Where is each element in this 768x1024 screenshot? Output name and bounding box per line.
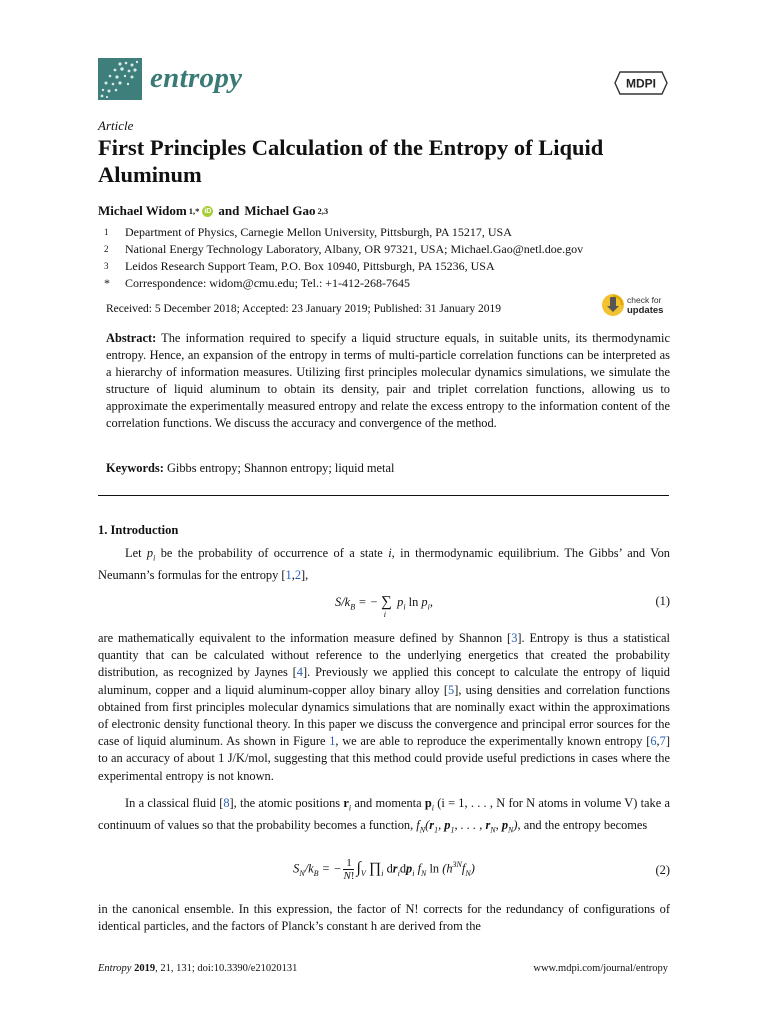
check-for-updates-button[interactable] [600,291,672,319]
keywords [106,461,394,476]
check-for-updates-line1: check for [627,295,662,305]
journal-logo [98,58,142,100]
page-title: First Principles Calculation of the Entropy of Liquid Aluminum [98,135,604,187]
publisher-logo [614,70,668,96]
citation-link[interactable]: 1 [285,567,292,582]
equation-expression: $S/k_B$ = − $\sum_i$ $p_i$ $\ln p_i$, [335,594,433,620]
section-heading: 1. Introduction [98,523,179,537]
check-for-updates-line2: updates [627,305,664,316]
affiliation-text: National Energy Technology Laboratory, Albany, OR 97321, USA; Michael.Gao@netl.doe.gov [125,242,584,256]
paragraph-text: , we are able to reproduce the experimentally known entropy [ [335,734,651,749]
affiliation-row [104,275,583,292]
paragraph-text: be the probability of occurrence of a state [155,546,389,560]
check-for-updates-badge [600,291,672,319]
author-name[interactable]: Michael Gao [244,203,316,218]
article-type: Article [98,118,134,133]
affiliation-mark: * [104,276,110,290]
paragraph: Let $p_i$ be the probability of occurrence of a state i, in thermodynamic equilibrium. The Gibbs’ and Von Neumann’s formulas for the entropy [1,2], [98,546,670,582]
equation-1 [98,590,670,624]
journal-name: entropy [150,62,243,94]
paragraph-text: ]. Entropy is thus a statistical quantity that can be calculated without reference to the underlying energetics that created the probability distribution, as recognized by Jaynes [ [98,631,670,680]
paragraph-text: In a classical fluid [ [125,796,224,810]
footer-doi: , 21, 131; doi:10.3390/e21020131 [155,963,298,974]
equation-expression: $S_N/k_B$ = − $\frac{1}{N!}$ $\int_V$ $\prod_i$ $dr_idp_i$ $f_N$ $\ln (h^{3N}f_N)$ [293,857,475,882]
paragraph: In a classical fluid [8], the atomic positions $r_i$ and momenta $p_i$ (i = 1, . . . , N for N atoms in volume V) take a continuum of values so that the probability becomes a function, $f_N(r_1$, $p_1$, . . . , $r_N$, $p_N$), and the entropy becomes [98,796,670,835]
paragraph: in the canonical ensemble. In this expression, the factor of N! corrects for the redundancy of configurations of identical particles, and the factors of Planck’s constant h are derived from the [98,902,670,934]
paragraph-text: ], using densities and correlation functions obtained from first principles molecular dynamics simulations that are nominally exact within the approximations of electronic density functional theory. In this paper we discuss the convergence and principal error sources for the case of liquid aluminum. As shown in Figure [98,682,671,749]
author-affiliation-marks: 2,3 [317,206,329,216]
publication-dates: Received: 5 December 2018; Accepted: 23 January 2019; Published: 31 January 2019 [106,303,502,315]
footer-citation [98,963,297,974]
footer-year: 2019 [134,963,156,974]
citation-link[interactable]: 4 [296,665,303,680]
affiliations [104,224,583,292]
paragraph-text: are mathematically equivalent to the information measure defined by Shannon [ [98,631,512,645]
abstract-text: The information required to specify a liquid structure equals, in suitable units, its thermodynamic entropy. Hence, an expansion of the entropy in terms of multi-particle correlation functions can be interpreted as a hierarchy of information measures. Utilizing first principles molecular dynamics simulations, we simulate the structure of liquid aluminum to obtain its density, pair and triplet correlation functions, allowing us to approximate the experimentally measured entropy and relate the excess entropy to the information content of the correlation functions. We discuss the accuracy and convergence of the method. [106,331,670,431]
footer-url[interactable]: www.mdpi.com/journal/entropy [533,963,668,974]
paragraph-text: , and the entropy becomes [517,817,648,832]
paragraph-text: ]. Previously we applied this concept to calculate the entropy of liquid aluminum, copper and a liquid aluminum-copper alloy binary alloy [ [98,665,670,697]
figure-link[interactable]: 1 [329,734,336,749]
math-symbol: p [424,796,432,810]
keywords-text: Gibbs entropy; Shannon entropy; liquid metal [166,461,395,475]
affiliation-row [104,258,583,275]
footer-journal: Entropy [98,963,132,974]
equation-number: (2) [655,863,670,877]
publisher-name: MDPI [626,76,656,91]
keywords-label: Keywords: [106,461,164,475]
math-symbol: $p_i$ [146,546,156,563]
math-expression: $f_N(r_1$, $p_1$, . . . , $r_N$, $p_N$) [416,817,518,835]
orcid-icon[interactable]: iD [204,207,212,215]
paragraph: are mathematically equivalent to the information measure defined by Shannon [3]. Entropy is thus a statistical quantity that can be calculated without reference to the underlying energetics that created the probability distribution, as recognized by Jaynes [4]. Previously we applied this concept to calculate the entropy of liquid aluminum, copper and a liquid aluminum-copper alloy binary alloy [5], using densities and correlation functions obtained from first principles molecular dynamics simulations that are nominally exact within the approximations of electronic density functional theory. In this paper we discuss the convergence and principal error sources for the case of liquid aluminum. As shown in Figure 1, we are able to reproduce the experimentally known entropy [6,7] to an accuracy of about 1 J/K/mol, suggesting that this method could provide useful predictions in cases where the experimental entropy is not known. [98,631,671,783]
correspondence-text: Correspondence: widom@cmu.edu; Tel.: +1-412-268-7645 [125,276,411,290]
paragraph-text: ] to an accuracy of about 1 J/K/mol, suggesting that this method could provide useful predictions in cases where the experimental entropy is not known. [98,734,670,783]
paragraph-text: Let [125,546,147,560]
affiliation-mark: 1 [104,227,109,237]
paragraph-text: , in thermodynamic equilibrium. The Gibbs’ and Von Neumann’s formulas for the entropy [ [98,546,670,582]
citation-link[interactable]: 3 [511,631,518,645]
citation-link[interactable]: 8 [223,796,230,810]
affiliation-row [104,241,583,258]
affiliation-text: Department of Physics, Carnegie Mellon University, Pittsburgh, PA 15217, USA [125,225,512,239]
author-name[interactable]: Michael Widom [98,203,187,218]
citation-link[interactable]: 7 [659,734,666,749]
publisher-logo-graphic [614,70,668,96]
journal-logo-graphic [98,58,142,100]
author-separator: and [218,203,240,218]
paragraph-text: ], [301,567,309,582]
author-affiliation-marks: 1,* [188,206,200,216]
equation-number: (1) [655,594,670,608]
affiliation-mark: 2 [104,244,109,254]
affiliation-mark: 3 [104,261,109,271]
abstract [106,330,670,433]
affiliation-row [104,224,583,241]
paragraph-text: ], the atomic positions [229,796,344,810]
abstract-label: Abstract: [106,331,157,345]
equation-2 [98,855,670,891]
author-list [98,203,328,219]
affiliation-text: Leidos Research Support Team, P.O. Box 10940, Pittsburgh, PA 15236, USA [125,259,495,273]
math-symbol: r [343,796,349,810]
section-divider [98,495,669,496]
paragraph-text: (i = 1, . . . , N for N atoms in volume V) take a continuum of values so that the probability becomes a function, [98,796,670,832]
math-symbol: i [388,546,392,560]
citation-link[interactable]: 5 [448,682,455,697]
paragraph-text: and momenta [351,796,425,810]
citation-link[interactable]: 6 [650,734,657,749]
citation-link[interactable]: 2 [294,567,302,582]
